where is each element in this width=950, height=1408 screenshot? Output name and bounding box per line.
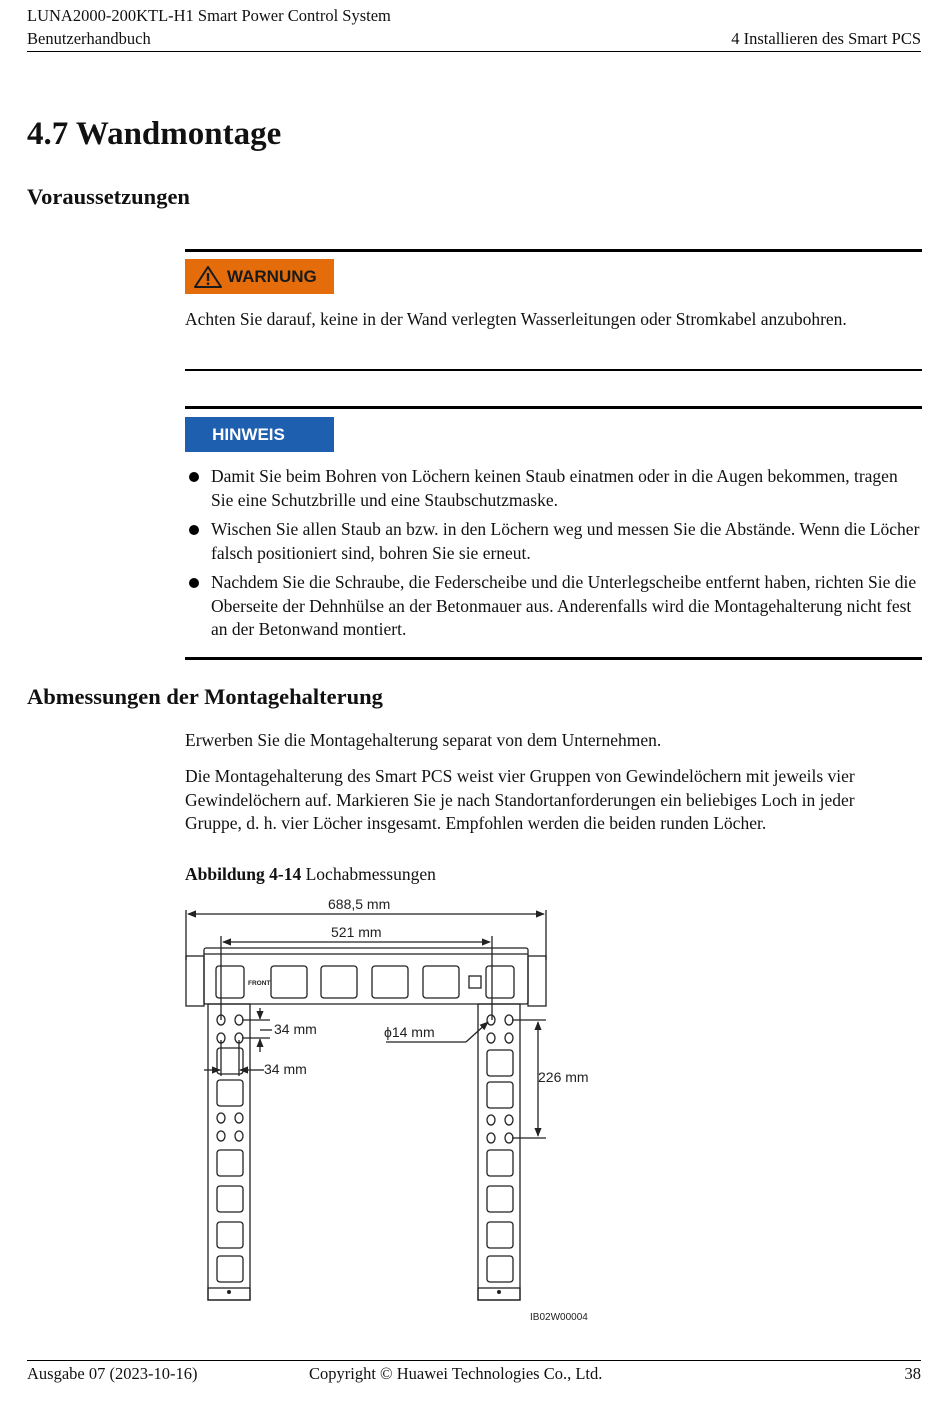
figure-caption-text: Lochabmessungen bbox=[305, 864, 436, 884]
notice-item: Damit Sie beim Bohren von Löchern keinen Staub einatmen oder in die Augen bekommen, tragen Sie eine Schutzbrille und eine Staubschutzmaske. bbox=[185, 465, 922, 512]
bullet-icon bbox=[189, 525, 199, 535]
header-chapter: 4 Installieren des Smart PCS bbox=[731, 29, 921, 48]
warning-top-rule bbox=[185, 249, 922, 252]
warning-badge bbox=[185, 259, 334, 294]
dimensions-para-2: Die Montagehalterung des Smart PCS weist vier Gruppen von Gewindelöchern mit jeweils vier Gewindelöchern auf. Markieren Sie je nach Standortanforderungen ein beliebiges Loch in jeder Gruppe, d. h. vier Löcher insgesamt. Empfohlen werden die beiden runden Löcher. bbox=[185, 766, 855, 833]
bullet-icon bbox=[189, 578, 199, 588]
prereq-heading: Voraussetzungen bbox=[27, 184, 190, 209]
footer-copyright: Copyright © Huawei Technologies Co., Ltd. bbox=[309, 1364, 603, 1383]
dim-vertical-34: 34 mm bbox=[274, 1021, 317, 1037]
dimensions-heading: Abmessungen der Montagehalterung bbox=[27, 684, 383, 709]
notice-badge bbox=[185, 417, 334, 452]
notice-bottom-rule bbox=[185, 657, 922, 660]
figure-caption bbox=[185, 863, 436, 887]
footer-rule bbox=[27, 1360, 921, 1361]
warning-label: WARNUNG bbox=[227, 266, 317, 286]
footer-edition: Ausgabe 07 (2023-10-16) bbox=[27, 1364, 198, 1383]
dim-diameter: ϕ14 mm bbox=[384, 1024, 435, 1040]
notice-top-rule bbox=[185, 406, 922, 409]
dimensions-para-1: Erwerben Sie die Montagehalterung separat von dem Unternehmen. bbox=[185, 730, 662, 750]
warning-text: Achten Sie darauf, keine in der Wand verlegten Wasserleitungen oder Stromkabel anzubohren. bbox=[185, 309, 847, 329]
notice-list bbox=[185, 465, 922, 648]
dim-horizontal-34: 34 mm bbox=[264, 1061, 307, 1077]
figure-id: IB02W00004 bbox=[530, 1312, 588, 1323]
header-product: LUNA2000-200KTL-H1 Smart Power Control System bbox=[27, 6, 391, 25]
footer-page-number: 38 bbox=[904, 1364, 921, 1383]
front-label: FRONT bbox=[248, 980, 271, 987]
warning-triangle-icon bbox=[193, 265, 223, 289]
section-title: 4.7 Wandmontage bbox=[27, 116, 282, 152]
bullet-icon bbox=[189, 472, 199, 482]
notice-label: HINWEIS bbox=[212, 424, 285, 444]
header-rule bbox=[27, 51, 921, 52]
dim-height: 226 mm bbox=[538, 1069, 589, 1085]
bracket-drawing bbox=[180, 890, 620, 1330]
warning-bottom-rule bbox=[185, 369, 922, 371]
notice-item: Nachdem Sie die Schraube, die Federscheibe und die Unterlegscheibe entfernt haben, richten Sie die Oberseite der Dehnhülse an der Betonmauer aus. Anderenfalls wird die Montagehalterung nicht fest an der Betonwand montiert. bbox=[185, 571, 922, 642]
figure-label: Abbildung 4-14 bbox=[185, 864, 302, 884]
dim-hole-spacing: 521 mm bbox=[331, 924, 382, 940]
notice-item: Wischen Sie allen Staub an bzw. in den Löchern weg und messen Sie die Abstände. Wenn die Löcher falsch positioniert sind, bohren Sie sie erneut. bbox=[185, 518, 922, 565]
header-doc-type: Benutzerhandbuch bbox=[27, 29, 151, 48]
dim-total-width: 688,5 mm bbox=[328, 896, 391, 912]
